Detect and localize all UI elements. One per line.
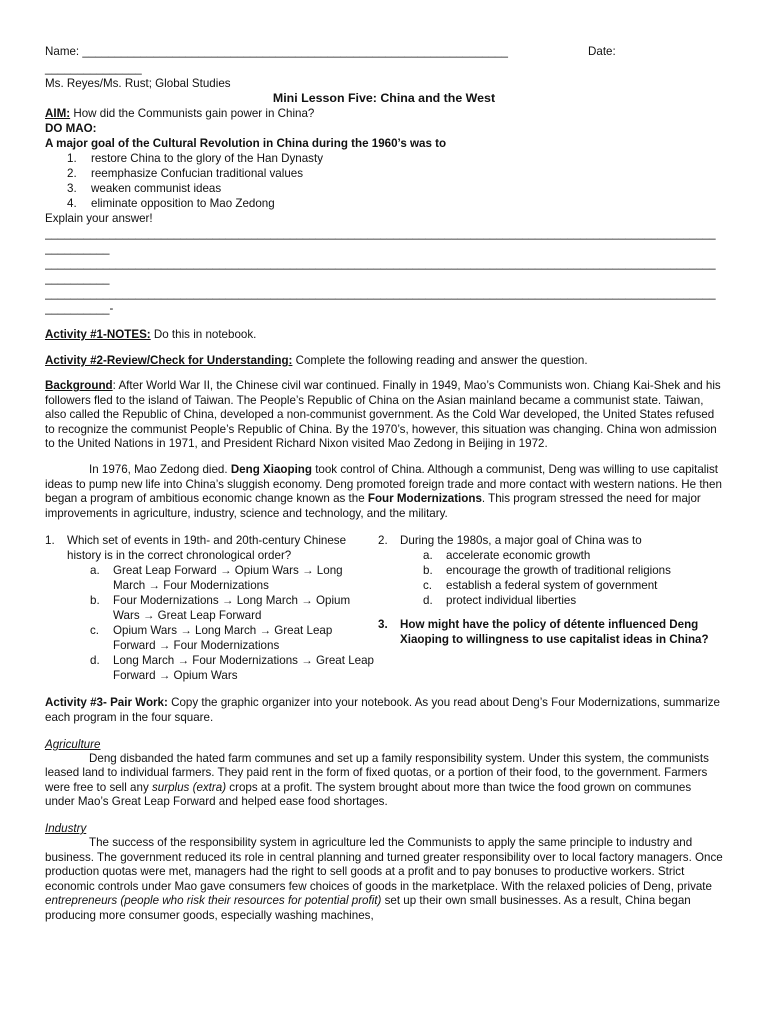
entrepreneurs-term: entrepreneurs (people who risk their resources for potential profit) [45, 894, 382, 908]
answer-line[interactable]: ________________________________________________________________________________________________________ [45, 257, 716, 270]
activity1 [45, 327, 723, 342]
do-now-option: 3. weaken communist ideas [67, 182, 222, 195]
q2-option[interactable]: c. establish a federal system of government [423, 579, 658, 593]
activity1-label: Activity #1-NOTES: [45, 328, 151, 341]
question-2-3: 2. During the 1980s, a major goal of China was to a. accelerate economic growth b. encourage the growth of traditional religions c. establish a federal system of government d. protect individual liberties 3. How might have the policy of détente influenced Deng Xiaoping to willingness to use capitalist ideas in China? [378, 533, 723, 683]
surplus-term: surplus (extra) [151, 780, 227, 794]
q1-option[interactable]: b. Four Modernizations → Long March → Opium Wars → Great Leap Forward [90, 594, 351, 623]
answer-line-tail[interactable]: __________ [45, 272, 110, 285]
background-label: Background [45, 379, 113, 392]
background-paragraph: Background: After World War II, the Chinese civil war continued. Finally in 1949, Mao’s Communists won. Chiang Kai-Shek and his followers fled to the island of Taiwan. The People’s Republic of China on the Asian mainland became a communist state. Taiwan, also called the Republic of China, developed a non-communist government. As the Cold War developed, the United States refused to recognize the communist People’s Republic of China. By the 1970’s, however, this situation was changing. China won admission to the United Nations in 1971, and President Richard Nixon visited Mao Zedong in Beijing in 1972. [45, 379, 721, 451]
date-blank: _______________ [45, 62, 142, 75]
worksheet-page [45, 44, 723, 923]
do-now-question: A major goal of the Cultural Revolution in China during the 1960’s was to [45, 137, 447, 150]
do-now-option: 1. restore China to the glory of the Han Dynasty [67, 152, 323, 165]
aim-label: AIM: [45, 107, 71, 120]
activity1-text: Do this in notebook. [150, 328, 257, 341]
deng-xiaoping-term: Deng Xiaoping [230, 462, 312, 476]
answer-line-tail[interactable]: __________ [45, 242, 110, 255]
question-1: 1. Which set of events in 19th- and 20th-century Chinese history is in the correct chronological order? a. Great Leap Forward → Opium Wars → Long March → Four Modernizations b. Four Modernizations → Long March → Opium Wars → Great Leap Forward c. Opium Wars → Long March → Great Leap Forward → Four Modernizations d. Long March → Four Modernizations → Great Leap Forward → Opium Wars [45, 533, 378, 683]
activity2-label: Activity #2-Review/Check for Understanding: [45, 354, 293, 367]
page-title: Mini Lesson Five: China and the West [272, 91, 496, 105]
explain-label: Explain your answer! [45, 212, 153, 225]
agriculture-heading: Agriculture [45, 737, 101, 751]
q1-option[interactable]: d. Long March → Four Modernizations → Great Leap Forward → Opium Wars [90, 654, 374, 683]
name-label: Name: [45, 45, 83, 58]
q1-option[interactable]: c. Opium Wars → Long March → Great Leap Forward → Four Modernizations [90, 624, 333, 653]
agriculture-paragraph: Deng disbanded the hated farm communes and set up a family responsibility system. Under this system, the communists leased land to individual farmers. They paid rent in the form of fixed quotas, or a portion of their food, to the government. Farmers were free to sell any surplus (extra) crops at a profit. The system brought about more than twice the food grown on communes under Mao’s Great Leap Forward and helped ease food shortages. [45, 751, 709, 809]
activity3-label: Activity #3- Pair Work: [45, 696, 168, 710]
four-modernizations-term: Four Modernizations [367, 492, 482, 506]
q2-option[interactable]: d. protect individual liberties [423, 594, 577, 608]
do-now-option: 2. reemphasize Confucian traditional values [67, 167, 304, 180]
answer-line-tail[interactable]: __________- [45, 302, 114, 315]
do-now-label: DO MAO: [45, 122, 97, 135]
activity2 [45, 353, 723, 368]
activity2-text: Complete the following reading and answer the question. [292, 354, 588, 367]
q2-option[interactable]: a. accelerate economic growth [423, 549, 591, 563]
aim-text: How did the Communists gain power in China? [70, 107, 315, 120]
activity3: Activity #3- Pair Work: Copy the graphic organizer into your notebook. As you read about Deng’s Four Modernizations, summarize each program in the four square. [45, 696, 720, 724]
deng-paragraph: In 1976, Mao Zedong died. Deng Xiaoping took control of China. Although a communist, Deng was willing to use capitalist ideas to pump new life into China’s sluggish economy. Deng promoted foreign trade and more contact with western nations. He then began a program of ambitious economic change known as the Four Modernizations. This program stressed the need for major improvements in agriculture, industry, science and technology, and the military. [45, 462, 722, 520]
name-blank: __________________________________________________________________ [82, 45, 508, 58]
question-3: 3. How might have the policy of détente influenced Deng Xiaoping to willingness to use capitalist ideas in China? [378, 618, 709, 647]
do-now-options [67, 151, 723, 211]
teacher-line: Ms. Reyes/Ms. Rust; Global Studies [45, 77, 231, 90]
q1-option[interactable]: a. Great Leap Forward → Opium Wars → Long March → Four Modernizations [90, 564, 343, 593]
do-now-option: 4. eliminate opposition to Mao Zedong [67, 197, 275, 210]
industry-heading: Industry [45, 821, 87, 835]
answer-line[interactable]: ________________________________________________________________________________________________________ [45, 227, 716, 240]
industry-paragraph: The success of the responsibility system in agriculture led the Communists to apply the same principle to industry and business. The government reduced its role in central planning and turned greater responsibility over to local factory managers. Once production quotas were met, managers had the right to sell goods at a profit and to pay bonuses to productive workers. Strict economic controls under Mao gave consumers few choices of goods in the marketplace. With the relaxed policies of Deng, private entrepreneurs (people who risk their resources for potential profit) set up their own small businesses. As a result, China began producing more consumer goods, especially washing machines, [45, 835, 723, 922]
questions-section [45, 533, 723, 683]
date-label: Date: [588, 45, 616, 58]
aim-line [45, 106, 723, 121]
q2-option[interactable]: b. encourage the growth of traditional religions [423, 564, 671, 578]
answer-line[interactable]: ________________________________________________________________________________________________________ [45, 287, 716, 300]
name-date-line [45, 44, 723, 59]
